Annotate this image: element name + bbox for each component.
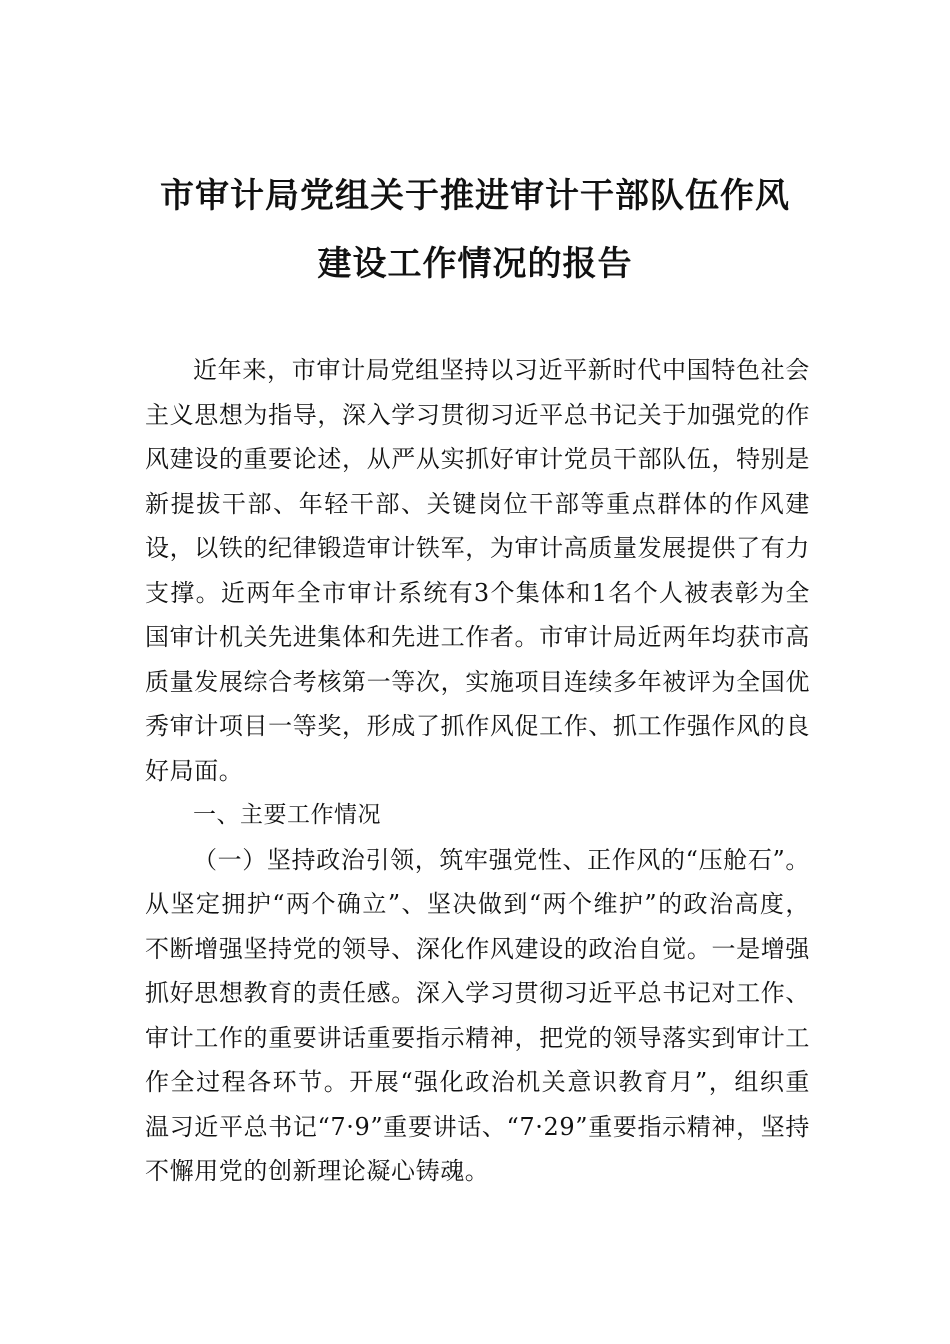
subsection-paragraph-1: （一）坚持政治引领，筑牢强党性、正作风的“压舱石”。从坚定拥护“两个确立”、坚决做到“两个维护”的政治高度，不断增强坚持党的领导、深化作风建设的政治自觉。一是增强抓好思想教育的责任感。深入学习贯彻习近平总书记对工作、审计工作的重要讲话重要指示精神，把党的领导落实到审计工作全过程各环节。开展“强化政治机关意识教育月”，组织重温习近平总书记“7·9”重要讲话、“7·29”重要指示精神，坚持不懈用党的创新理论凝心铸魂。 xyxy=(145,845,810,1185)
document-title-line-2: 建设工作情况的报告 xyxy=(317,244,633,284)
document-title-line-1: 市审计局党组关于推进审计干部队伍作风 xyxy=(160,176,790,216)
section-heading-1: 一、主要工作情况 xyxy=(193,802,381,828)
document-body xyxy=(145,348,810,1194)
intro-paragraph: 近年来，市审计局党组坚持以习近平新时代中国特色社会主义思想为指导，深入学习贯彻习近平总书记关于加强党的作风建设的重要论述，从严从实抓好审计党员干部队伍，特别是新提拔干部、年轻干部、关键岗位干部等重点群体的作风建设，以铁的纪律锻造审计铁军，为审计高质量发展提供了有力支撑。近两年全市审计系统有3个集体和1名个人被表彰为全国审计机关先进集体和先进工作者。市审计局近两年均获市高质量发展综合考核第一等次，实施项目连续多年被评为全国优秀审计项目一等奖，形成了抓作风促工作、抓工作强作风的良好局面。 xyxy=(145,356,810,785)
